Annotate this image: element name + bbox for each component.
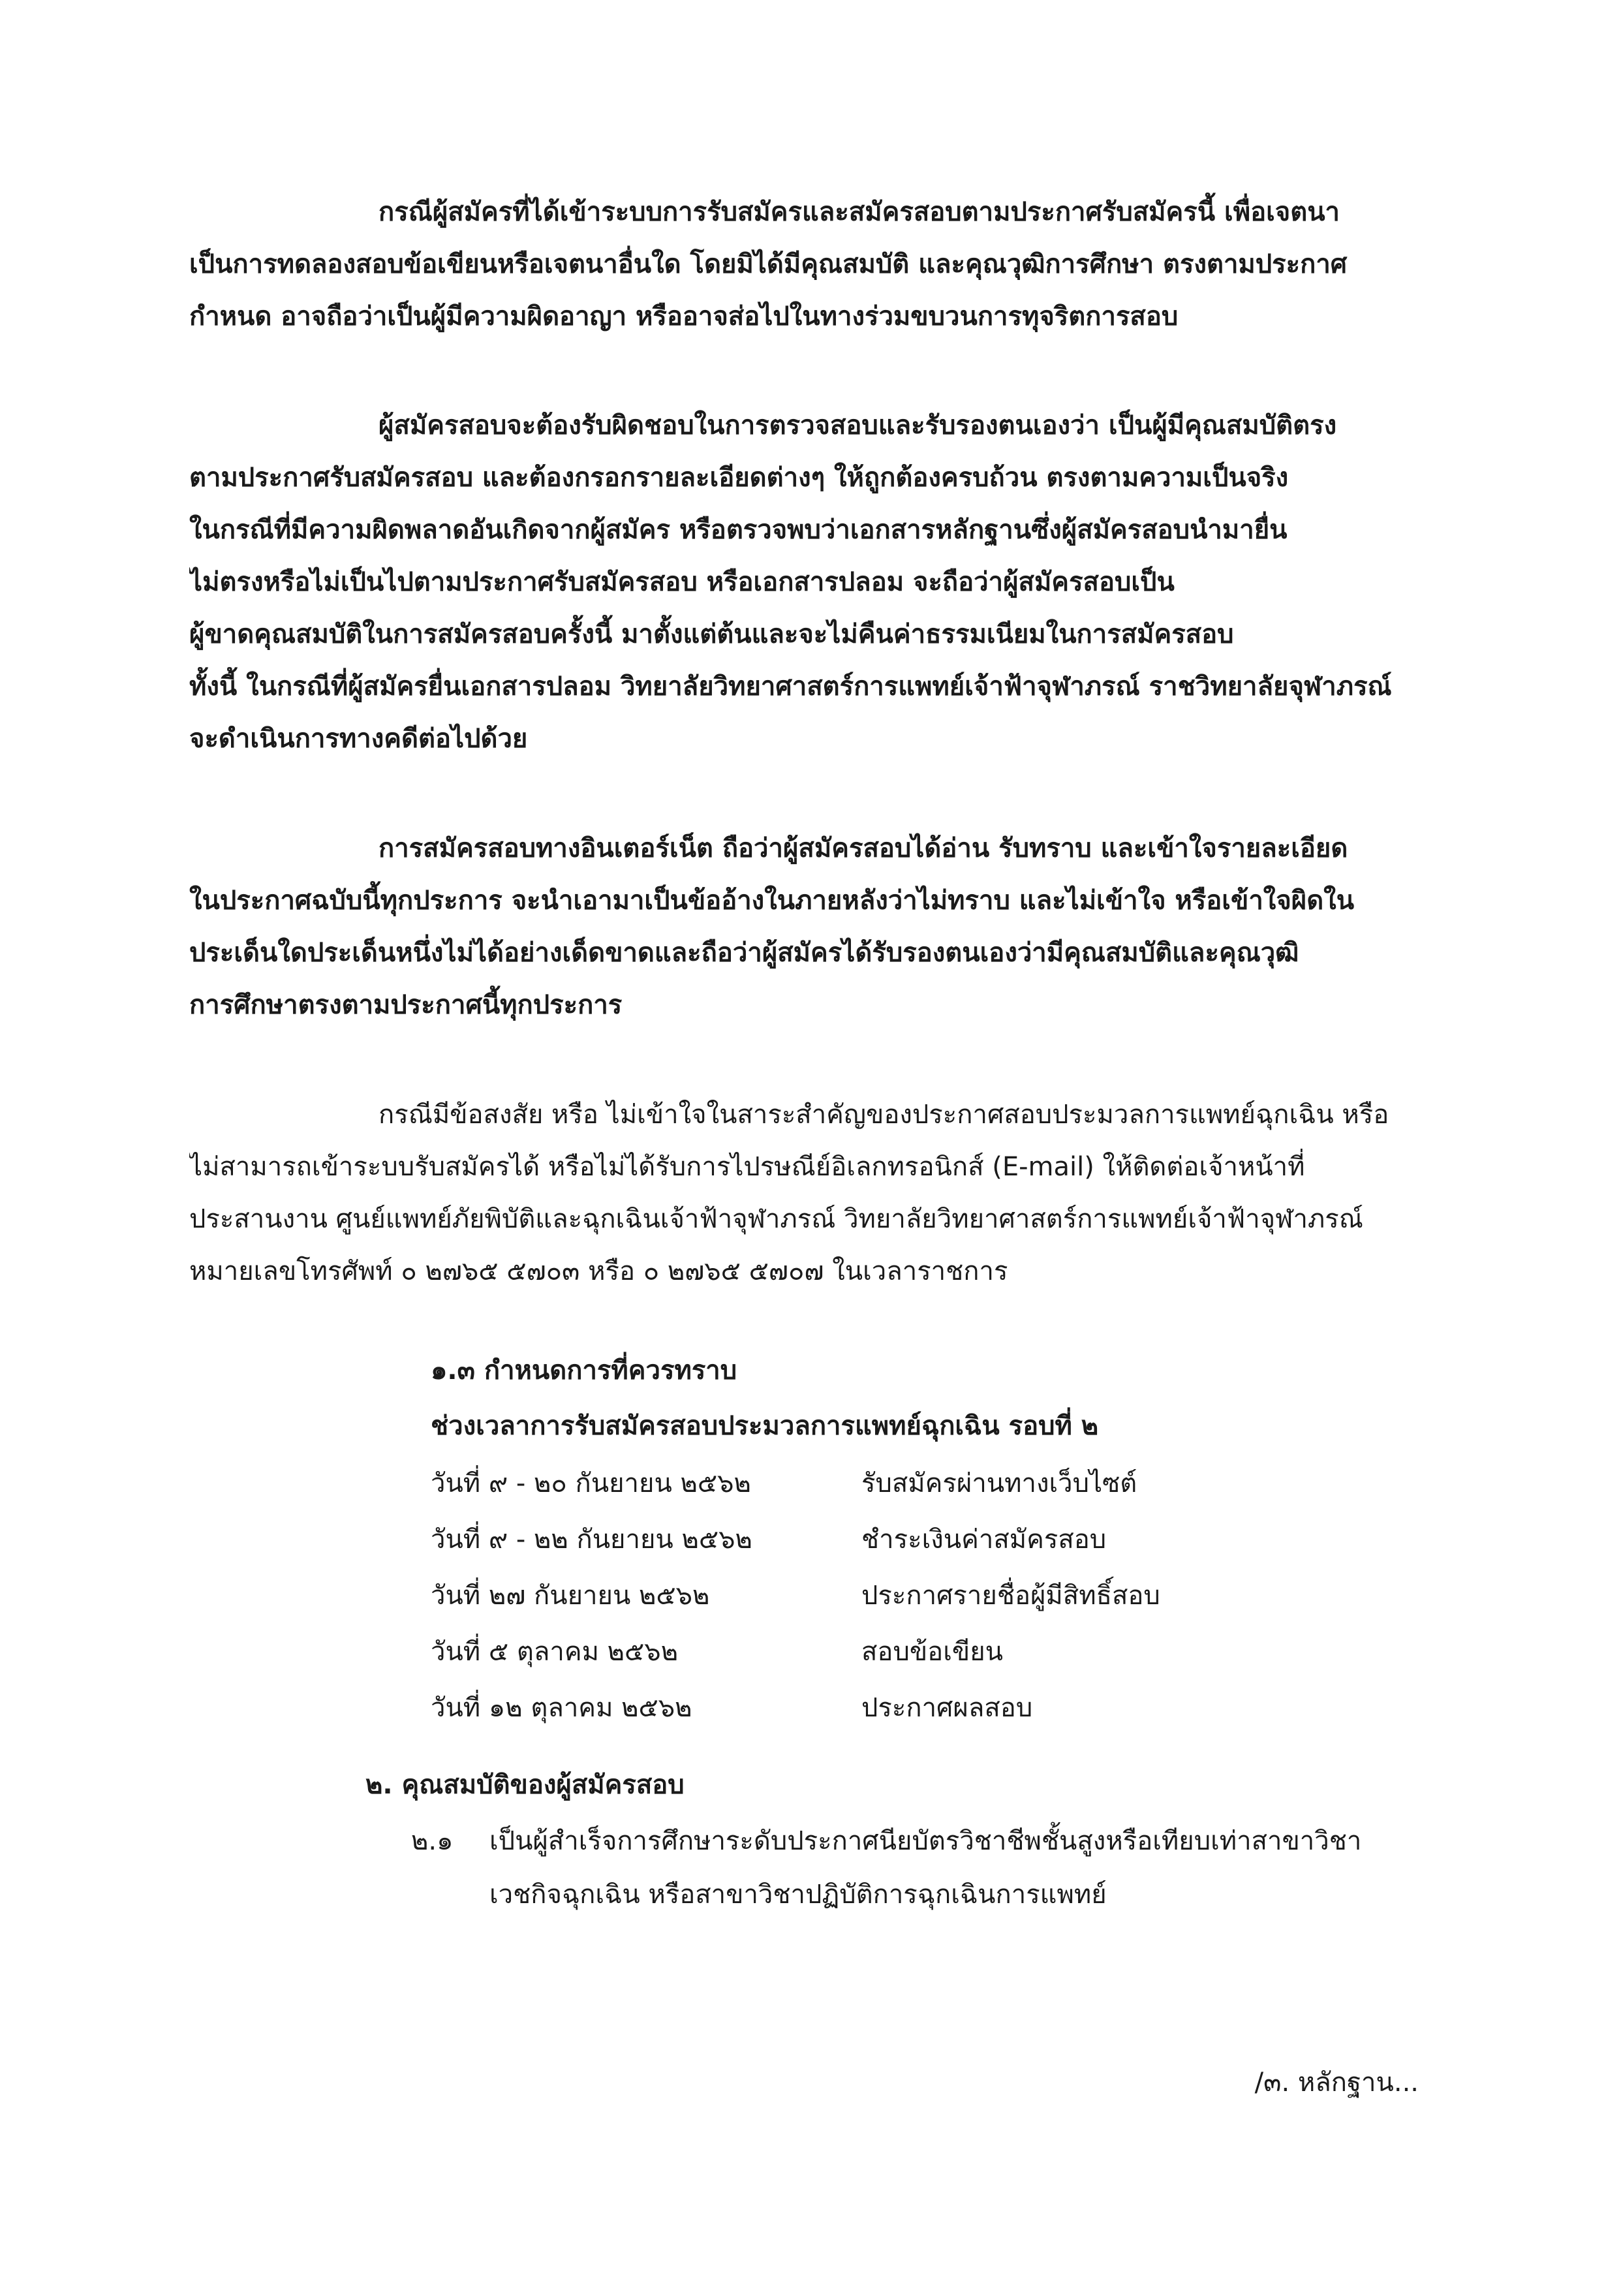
paragraph-line: ในกรณีที่มีความผิดพลาดอันเกิดจากผู้สมัคร หรือตรวจพบว่าเอกสารหลักฐานซึ่งผู้สมัครสอบนำมายื่น [189,515,1288,545]
section-heading-qualifications: ๒. คุณสมบัติของผู้สมัครสอบ [365,1770,685,1800]
schedule-row [431,1512,1160,1568]
paragraph-line: ประเด็นใดประเด็นหนึ่งไม่ได้อย่างเด็ดขาดและถือว่าผู้สมัครได้รับรองตนเองว่ามีคุณสมบัติและคุณวุฒิ [189,938,1299,968]
schedule-date: วันที่ ๒๗ กันยายน ๒๕๖๒ [431,1581,710,1611]
paragraph-line: หมายเลขโทรศัพท์ ๐ ๒๗๖๕ ๕๗๐๓ หรือ ๐ ๒๗๖๕ ๕๗๐๗ ในเวลาราชการ [189,1256,1008,1286]
qualification-list [411,1814,1361,1921]
paragraph-internet-application [189,822,1429,1031]
schedule-row [431,1624,1160,1680]
paragraph-line: ประสานงาน ศูนย์แพทย์ภัยพิบัติและฉุกเฉินเจ้าฟ้าจุฬาภรณ์ วิทยาลัยวิทยาศาสตร์การแพทย์เจ้าฟ้าจุฬาภรณ์ [189,1204,1363,1234]
schedule-row [431,1680,1160,1736]
paragraph-line: ผู้สมัครสอบจะต้องรับผิดชอบในการตรวจสอบและรับรองตนเองว่า เป็นผู้มีคุณสมบัติตรง [378,411,1337,441]
qualification-line: เวชกิจฉุกเฉิน หรือสาขาวิชาปฏิบัติการฉุกเฉินการแพทย์ [489,1880,1107,1910]
qualification-number: ๒.๑ [411,1826,454,1856]
paragraph-line: จะดำเนินการทางคดีต่อไปด้วย [189,724,528,754]
schedule-row [431,1455,1160,1512]
schedule-event: ชำระเงินค่าสมัครสอบ [861,1525,1107,1555]
qualification-text [489,1814,1361,1921]
paragraph-line: ผู้ขาดคุณสมบัติในการสมัครสอบครั้งนี้ มาตั้งแต่ต้นและจะไม่คืนค่าธรรมเนียมในการสมัครสอบ [189,619,1234,649]
schedule-date: วันที่ ๕ ตุลาคม ๒๕๖๒ [431,1637,679,1667]
paragraph-line: กำหนด อาจถือว่าเป็นผู้มีความผิดอาญา หรืออาจส่อไปในทางร่วมขบวนการทุจริตการสอบ [189,302,1179,332]
paragraph-line: ไม่ตรงหรือไม่เป็นไปตามประกาศรับสมัครสอบ หรือเอกสารปลอม จะถือว่าผู้สมัครสอบเป็น [189,567,1175,597]
schedule-list [431,1455,1160,1736]
paragraph-line: การศึกษาตรงตามประกาศนี้ทุกประการ [189,990,623,1020]
paragraph-line: ทั้งนี้ ในกรณีที่ผู้สมัครยื่นเอกสารปลอม วิทยาลัยวิทยาศาสตร์การแพทย์เจ้าฟ้าจุฬาภรณ์ ราชวิทยาลัยจุฬาภรณ์ [189,672,1392,702]
schedule-event: ประกาศผลสอบ [861,1693,1033,1723]
schedule-event: รับสมัครผ่านทางเว็บไซต์ [861,1468,1137,1498]
paragraph-fraud-warning [189,186,1429,343]
paragraph-line: ไม่สามารถเข้าระบบรับสมัครได้ หรือไม่ได้รับการไปรษณีย์อิเลกทรอนิกส์ (E-mail) ให้ติดต่อเจ้าหน้าที่ [189,1152,1305,1182]
paragraph-contact-info [189,1089,1429,1297]
schedule-date: วันที่ ๑๒ ตุลาคม ๒๕๖๒ [431,1693,692,1723]
paragraph-line: ตามประกาศรับสมัครสอบ และต้องกรอกรายละเอียดต่างๆ ให้ถูกต้องครบถ้วน ตรงตามความเป็นจริง [189,463,1289,493]
section-heading-schedule: ๑.๓ กำหนดการที่ควรทราบ [431,1356,737,1386]
schedule-event: ประกาศรายชื่อผู้มีสิทธิ์สอบ [861,1581,1160,1611]
section-subheading-schedule: ช่วงเวลาการรับสมัครสอบประมวลการแพทย์ฉุกเฉิน รอบที่ ๒ [431,1411,1099,1441]
paragraph-line: ในประกาศฉบับนี้ทุกประการ จะนำเอามาเป็นข้ออ้างในภายหลังว่าไม่ทราบ และไม่เข้าใจ หรือเข้าใจผิดใน [189,886,1355,916]
schedule-date: วันที่ ๙ - ๒๒ กันยายน ๒๕๖๒ [431,1525,752,1555]
page-continuation-marker: /๓. หลักฐาน... [1254,2068,1419,2098]
paragraph-line: เป็นการทดลองสอบข้อเขียนหรือเจตนาอื่นใด โดยมิได้มีคุณสมบัติ และคุณวุฒิการศึกษา ตรงตามประกาศ [189,249,1348,279]
paragraph-applicant-responsibility [189,399,1429,765]
qualification-item [411,1814,1361,1921]
schedule-row [431,1568,1160,1624]
schedule-event: สอบข้อเขียน [861,1637,1003,1667]
paragraph-line: กรณีผู้สมัครที่ได้เข้าระบบการรับสมัครและสมัครสอบตามประกาศรับสมัครนี้ เพื่อเจตนา [378,197,1340,227]
qualification-line: เป็นผู้สำเร็จการศึกษาระดับประกาศนียบัตรวิชาชีพชั้นสูงหรือเทียบเท่าสาขาวิชา [489,1826,1362,1856]
paragraph-line: การสมัครสอบทางอินเตอร์เน็ต ถือว่าผู้สมัครสอบได้อ่าน รับทราบ และเข้าใจรายละเอียด [378,833,1348,863]
paragraph-line: กรณีมีข้อสงสัย หรือ ไม่เข้าใจในสาระสำคัญของประกาศสอบประมวลการแพทย์ฉุกเฉิน หรือ [378,1100,1389,1130]
schedule-date: วันที่ ๙ - ๒๐ กันยายน ๒๕๖๒ [431,1468,751,1498]
